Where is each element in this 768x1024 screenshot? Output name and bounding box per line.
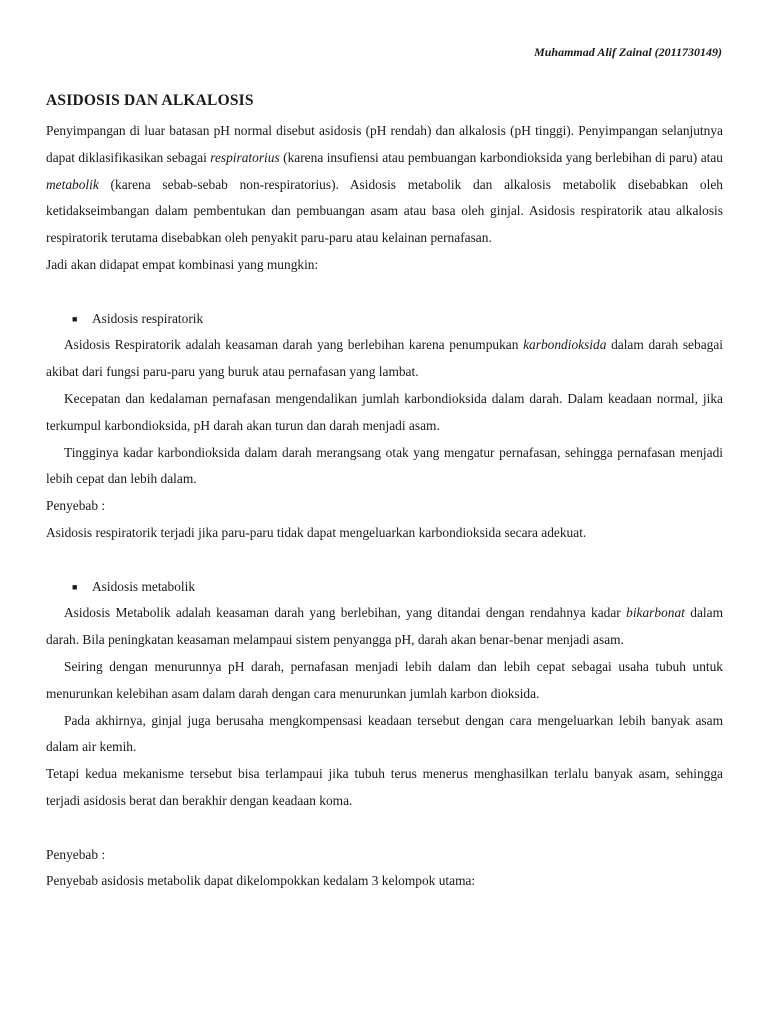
section1-paragraph-3: Tingginya kadar karbondioksida dalam darah merangsang otak yang mengatur pernafasan, sehingga pernafasan menjadi lebih cepat dan lebih dalam. xyxy=(46,444,723,487)
intro-text-3: (karena sebab-sebab non-respiratorius). Asidosis metabolik dan alkalosis metabolik disebabkan oleh ketidakseimbangan dalam pembentukan dan pembuangan asam atau basa oleh ginjal. Asidosis respiratorik atau alkalosis respiratorik terutama disebabkan oleh penyakit paru-paru atau kelainan pernafasan. xyxy=(46,176,723,246)
intro-term-respiratorius: respiratorius xyxy=(210,149,280,165)
section2-p1-text-b: dalam darah. Bila peningkatan keasaman melampaui sistem penyangga pH, darah akan benar-benar menjadi asam. xyxy=(46,605,723,648)
section1-cause-label: Penyebab : xyxy=(46,498,106,514)
document-title: ASIDOSIS DAN ALKALOSIS xyxy=(46,92,254,109)
combination-line: Jadi akan didapat empat kombinasi yang mungkin: xyxy=(46,256,319,272)
intro-text-1: Penyimpangan di luar batasan pH normal disebut asidosis (pH rendah) dan alkalosis (pH tinggi). Penyimpangan selanjutnya dapat diklasifikasikan sebagai xyxy=(46,123,723,165)
section2-term-bikarbonat: bikarbonat xyxy=(626,605,685,621)
square-bullet-icon: ■ xyxy=(72,313,78,324)
spacer xyxy=(46,547,723,574)
section1-paragraph-2: Kecepatan dan kedalaman pernafasan mengendalikan jumlah karbondioksida dalam darah. Dalam keadaan normal, jika terkumpul karbondioksida, pH darah akan turun dan darah menjadi asam. xyxy=(46,390,723,433)
author-header: Muhammad Alif Zainal (2011730149) xyxy=(534,45,722,59)
section2-cause-label: Penyebab : xyxy=(46,846,106,862)
section1-cause-text: Asidosis respiratorik terjadi jika paru-paru tidak dapat mengeluarkan karbondioksida secara adekuat. xyxy=(46,524,587,540)
intro-paragraph xyxy=(46,118,723,252)
section1-p1-text-b: dalam darah sebagai akibat dari fungsi paru-paru yang buruk atau pernafasan yang lambat. xyxy=(46,337,723,380)
section1-paragraph-1 xyxy=(46,332,723,386)
section2-paragraph-1 xyxy=(46,600,723,654)
section2-paragraph-3: Pada akhirnya, ginjal juga berusaha mengkompensasi keadaan tersebut dengan cara mengeluarkan lebih banyak asam dalam air kemih. xyxy=(46,712,723,755)
section2-paragraph-2: Seiring dengan menurunnya pH darah, pernafasan menjadi lebih dalam dan lebih cepat sebagai usaha tubuh untuk menurunkan kelebihan asam dalam darah dengan cara menurunkan jumlah karbon dioksida. xyxy=(46,658,723,701)
section2-cause-text: Penyebab asidosis metabolik dapat dikelompokkan kedalam 3 kelompok utama: xyxy=(46,873,476,889)
intro-text-2: (karena insufiensi atau pembuangan karbondioksida yang berlebihan di paru) atau xyxy=(279,149,723,165)
section2-p1-text-a: Asidosis Metabolik adalah keasaman darah yang berlebihan, yang ditandai dengan rendahnya kadar xyxy=(64,605,627,621)
section2-paragraph-4: Tetapi kedua mekanisme tersebut bisa terlampaui jika tubuh terus menerus menghasilkan terlalu banyak asam, sehingga terjadi asidosis berat dan berakhir dengan keadaan koma. xyxy=(46,766,723,808)
spacer xyxy=(46,815,723,842)
section2-heading: Asidosis metabolik xyxy=(92,578,196,594)
spacer xyxy=(46,279,723,306)
square-bullet-icon: ■ xyxy=(72,581,78,592)
section1-term-karbondioksida: karbondioksida xyxy=(523,337,607,353)
document-body xyxy=(46,118,723,895)
section1-heading: Asidosis respiratorik xyxy=(92,310,204,326)
section1-p1-text-a: Asidosis Respiratorik adalah keasaman darah yang berlebihan karena penumpukan xyxy=(64,337,524,353)
bullet-item-asidosis-respiratorik xyxy=(46,306,723,333)
bullet-item-asidosis-metabolik xyxy=(46,574,723,601)
intro-term-metabolik: metabolik xyxy=(46,176,99,192)
